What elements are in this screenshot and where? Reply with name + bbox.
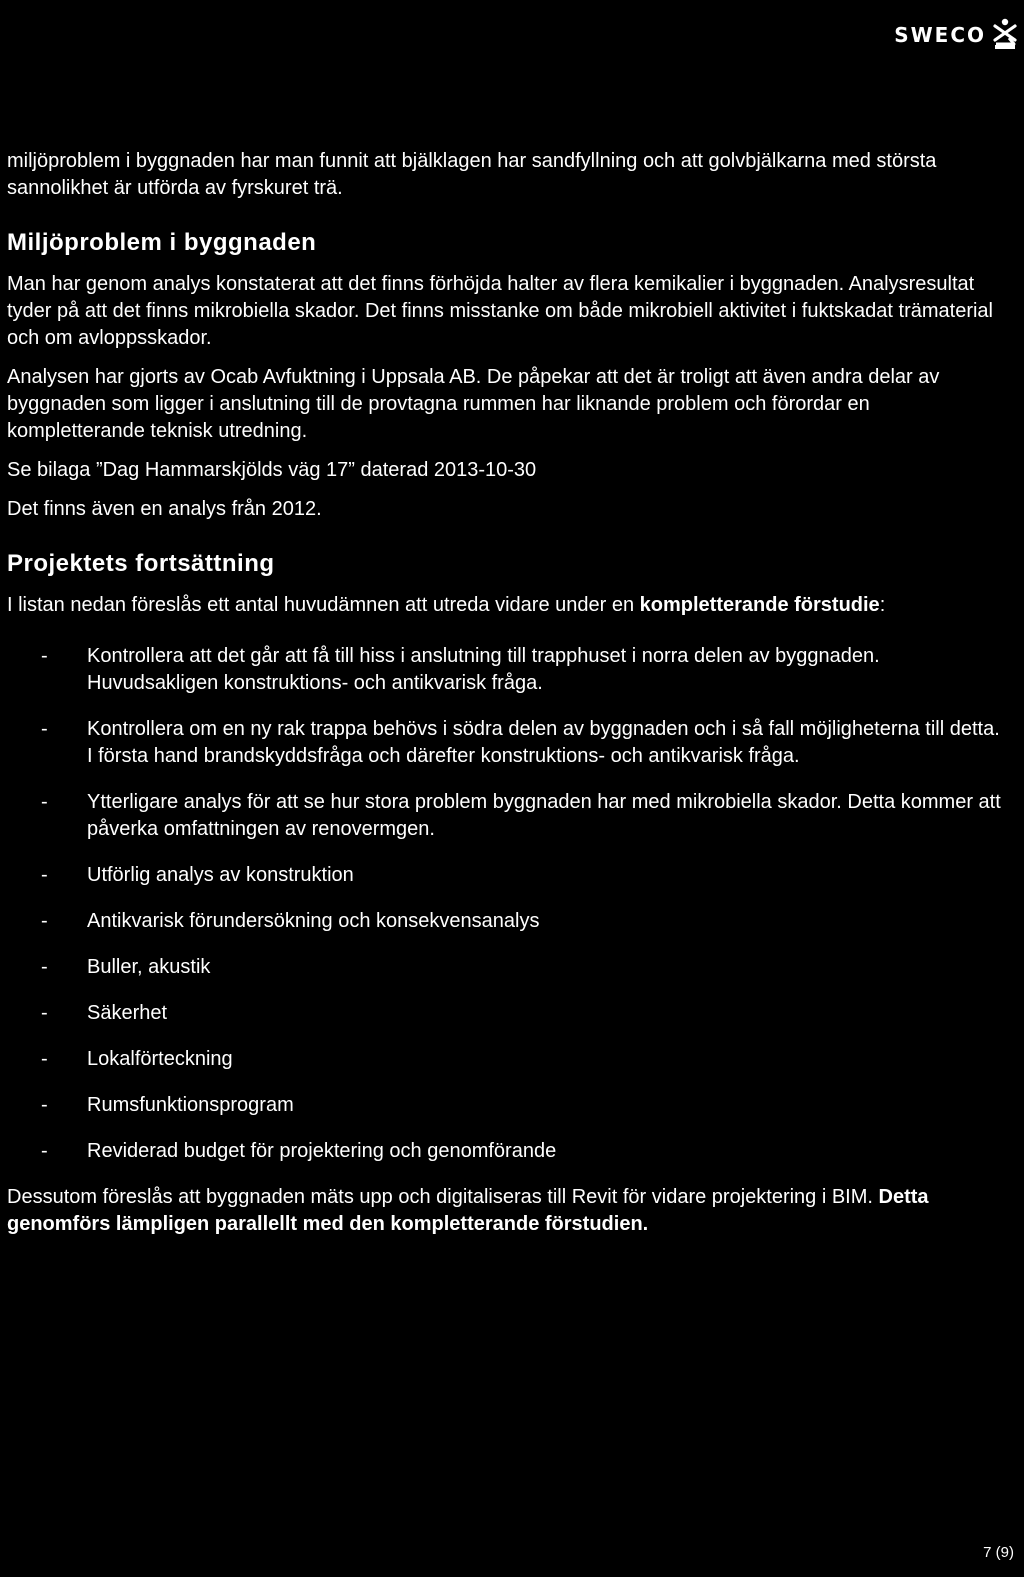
list-item [7,908,1007,935]
logo-text: SWECO [894,23,986,47]
list-dash: - [41,645,48,667]
list-item [7,1046,1007,1073]
list-dash: - [41,910,48,932]
list-item [7,862,1007,889]
list-item [7,1138,1007,1165]
page-number: 7 (9) [983,1544,1014,1561]
list-item [7,789,1007,843]
list-item [7,1000,1007,1027]
list-dash: - [41,791,48,813]
heading-project: Projektets fortsättning [7,550,275,577]
sweco-mark-icon [992,18,1018,52]
project-intro-end: : [879,594,886,616]
list-item-text: Reviderad budget för projektering och genomförande [87,1140,557,1162]
project-intro-bold: kompletterande förstudie [639,594,880,616]
intro-paragraph: miljöproblem i byggnaden har man funnit att bjälklagen har sandfyllning och att golvbjälkarna med största sannolikhet är utförda av fyrskuret trä. [7,150,937,199]
list-dash: - [41,1140,48,1162]
list-item [7,954,1007,981]
env-paragraph-3: Se bilaga ”Dag Hammarskjölds väg 17” daterad 2013-10-30 [7,459,537,481]
closing-bold: Detta genomförs lämpligen parallellt med den kompletterande förstudien. [7,1186,929,1235]
env-paragraph-4: Det finns även en analys från 2012. [7,498,322,520]
list-dash: - [41,1048,48,1070]
list-item-text: Rumsfunktionsprogram [87,1094,294,1116]
env-paragraph-2: Analysen har gjorts av Ocab Avfuktning i Uppsala AB. De påpekar att det är troligt att även andra delar av byggnaden som ligger i anslutning till de provtagna rummen har liknande problem och förordar en kompletterande teknisk utredning. [7,366,940,442]
list-item-text: Kontrollera om en ny rak trappa behövs i södra delen av byggnaden och i så fall möjligheterna till detta. I första hand brandskyddsfråga och därefter konstruktions- och antikvarisk fråga. [87,718,1000,767]
list-dash: - [41,1002,48,1024]
list-dash: - [41,1094,48,1116]
list-item-text: Kontrollera att det går att få till hiss i anslutning till trapphuset i norra delen av byggnaden. Huvudsakligen konstruktions- och antikvarisk fråga. [87,645,880,694]
list-item-text: Antikvarisk förundersökning och konsekvensanalys [87,910,540,932]
sweco-logo [894,18,1018,52]
list-item-text: Lokalförteckning [87,1048,233,1070]
list-item-text: Säkerhet [87,1002,168,1024]
list-item-text: Buller, akustik [87,956,211,978]
heading-environment: Miljöproblem i byggnaden [7,229,317,256]
topics-list [7,643,1007,1165]
closing-paragraph [7,1184,1007,1238]
list-item [7,1092,1007,1119]
list-item-text: Utförlig analys av konstruktion [87,864,354,886]
list-item [7,643,1007,697]
project-intro-paragraph [7,592,1007,619]
list-item [7,716,1007,770]
list-dash: - [41,718,48,740]
list-dash: - [41,864,48,886]
env-paragraph-1: Man har genom analys konstaterat att det finns förhöjda halter av flera kemikalier i byggnaden. Analysresultat tyder på att det finns mikrobiella skador. Det finns misstanke om både mikrobiell aktivitet i fuktskadat trämaterial och om avloppsskador. [7,273,993,349]
list-item-text: Ytterligare analys för att se hur stora problem byggnaden har med mikrobiella skador. Detta kommer att påverka omfattningen av renovermgen. [87,791,1001,840]
project-intro-text: I listan nedan föreslås ett antal huvudämnen att utreda vidare under en [7,594,640,616]
document-body [7,148,1007,1250]
list-dash: - [41,956,48,978]
closing-text: Dessutom föreslås att byggnaden mäts upp och digitaliseras till Revit för vidare projektering i BIM. [7,1186,879,1208]
